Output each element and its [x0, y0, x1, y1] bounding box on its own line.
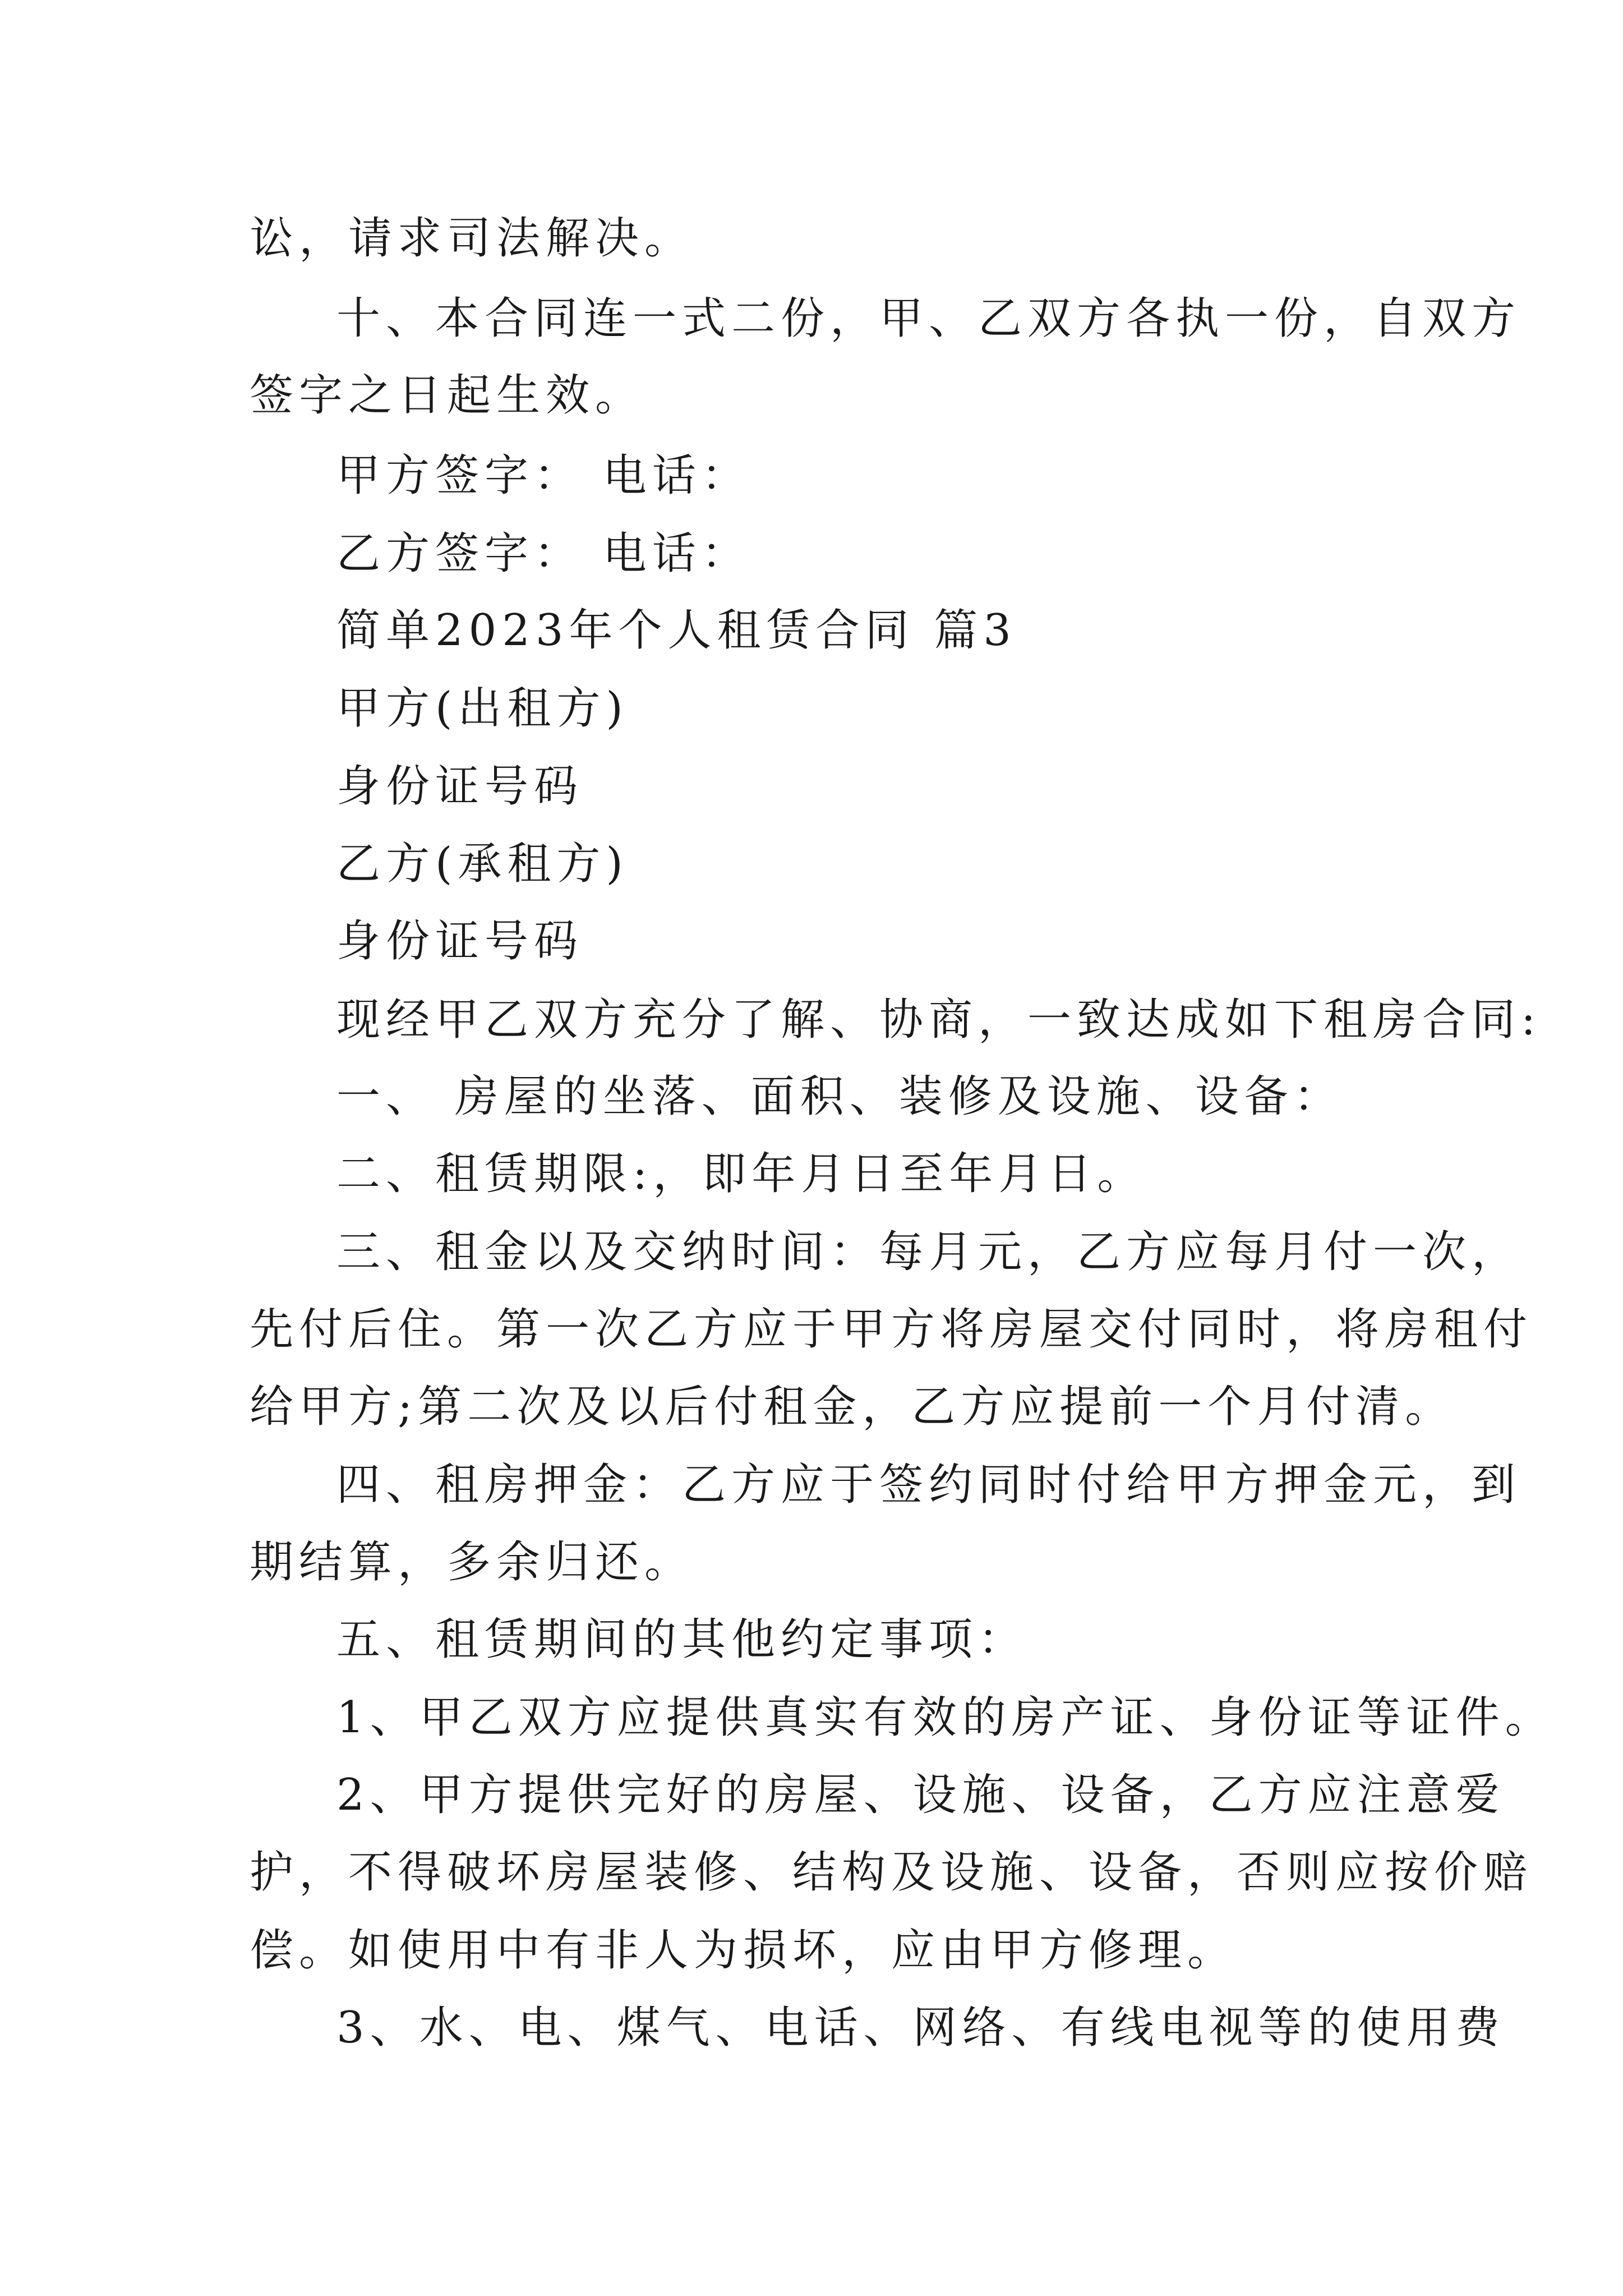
text-line: 1、甲乙双方应提供真实有效的房产证、身份证等证件。	[336, 1692, 1555, 1743]
text-line: 四、租房押金：乙方应于签约同时付给甲方押金元，到	[336, 1460, 1521, 1510]
text-line: 二、租赁期限:，即年月日至年月日。	[336, 1149, 1147, 1199]
text-line: 身份证号码	[336, 761, 584, 812]
text-line: 三、租金以及交纳时间：每月元，乙方应每月付一次，	[336, 1227, 1521, 1277]
text-line: 签字之日起生效。	[250, 370, 645, 421]
text-line: 期结算，多余归还。	[250, 1537, 694, 1588]
text-line: 甲方(出租方)	[336, 683, 629, 734]
text-line: 2、甲方提供完好的房屋、设施、设备，乙方应注意爱	[336, 1770, 1505, 1820]
text-line: 3、水、电、煤气、电话、网络、有线电视等的使用费	[336, 2003, 1505, 2053]
text-line: 十、本合同连一式二份，甲、乙双方各执一份，自双方	[336, 293, 1521, 344]
text-line: 先付后住。第一次乙方应于甲方将房屋交付同时，将房租付	[250, 1304, 1533, 1355]
text-line: 偿。如使用中有非人为损坏，应由甲方修理。	[250, 1925, 1237, 1976]
text-line: 乙方(承租方)	[336, 839, 629, 889]
text-line: 一、 房屋的坐落、面积、装修及设施、设备：	[336, 1071, 1343, 1122]
text-line: 五、租赁期间的其他约定事项：	[336, 1614, 1028, 1665]
text-line: 甲方签字： 电话：	[336, 450, 751, 501]
text-line: 护，不得破坏房屋装修、结构及设施、设备，否则应按价赔	[250, 1847, 1533, 1898]
text-line: 现经甲乙双方充分了解、协商，一致达成如下租房合同:	[336, 995, 1542, 1045]
text-line: 讼，请求司法解决。	[250, 213, 694, 264]
text-line: 乙方签字： 电话：	[336, 528, 751, 579]
text-line: 身份证号码	[336, 916, 584, 967]
text-line: 给甲方;第二次及以后付租金，乙方应提前一个月付清。	[250, 1382, 1455, 1432]
section-heading: 简单2023年个人租赁合同 篇3	[336, 605, 1017, 656]
